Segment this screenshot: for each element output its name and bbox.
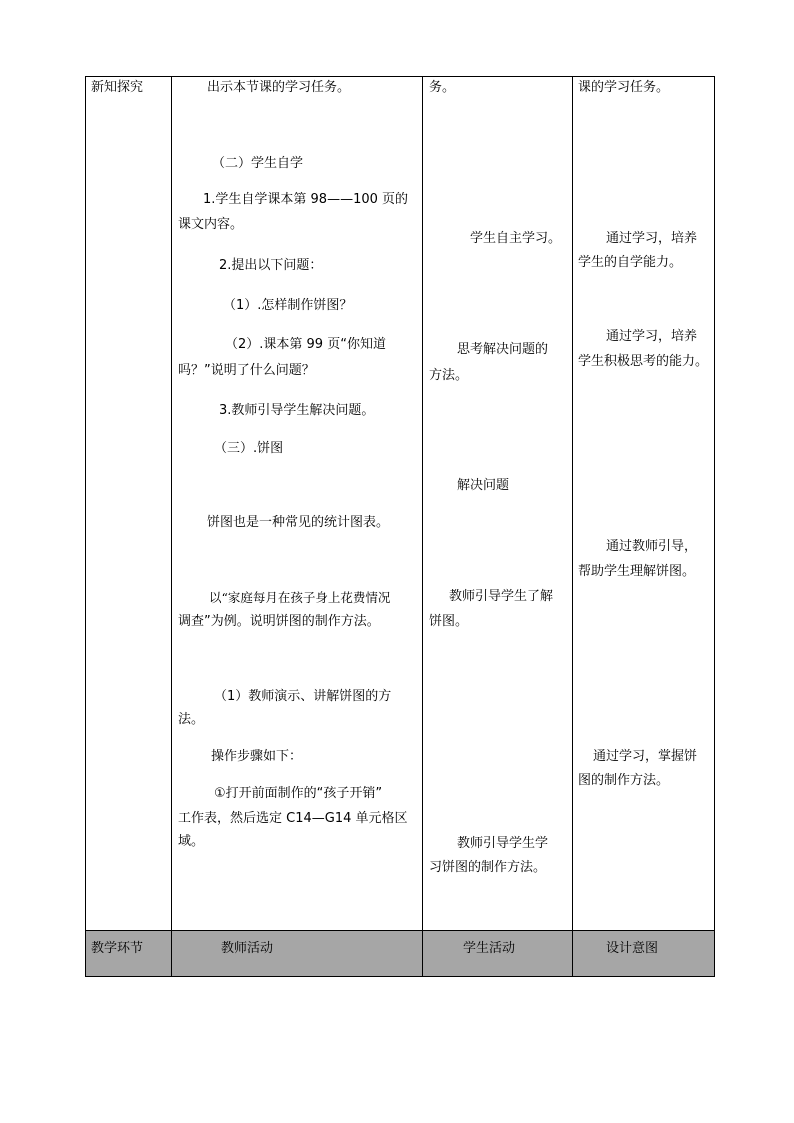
column-divider-3	[572, 76, 573, 977]
design-line-2: 通过学习，培养	[606, 231, 698, 246]
student-line-2: 学生自主学习。	[470, 231, 562, 246]
header-cell-stage: 教学环节	[91, 941, 144, 956]
student-line-1: 务。	[429, 80, 456, 95]
teacher-line-15: 法。	[178, 712, 205, 727]
teacher-line-13: 调查”为例。说明饼图的制作方法。	[178, 614, 380, 629]
teacher-line-5: 2.提出以下问题：	[219, 258, 323, 273]
student-line-5: 解决问题	[457, 478, 510, 493]
design-line-1: 课的学习任务。	[578, 80, 670, 95]
header-cell-teacher: 教师活动	[221, 941, 274, 956]
header-cell-student: 学生活动	[463, 941, 516, 956]
student-line-4: 方法。	[429, 368, 469, 383]
teacher-line-8: 吗？”说明了什么问题？	[178, 363, 315, 378]
column-divider-1	[171, 76, 172, 977]
design-line-9: 图的制作方法。	[578, 773, 670, 788]
row-divider	[85, 930, 715, 931]
teacher-line-14: （1）教师演示、讲解饼图的方	[214, 689, 392, 704]
design-line-8: 通过学习，掌握饼	[593, 749, 698, 764]
teacher-line-6: （1）.怎样制作饼图？	[223, 298, 353, 313]
teacher-line-7: （2）.课本第 99 页“你知道	[225, 337, 386, 352]
teacher-line-16: 操作步骤如下：	[211, 749, 303, 764]
student-line-8: 教师引导学生学	[457, 836, 549, 851]
student-line-3: 思考解决问题的	[457, 342, 549, 357]
design-line-6: 通过教师引导，	[606, 539, 698, 554]
design-line-4: 通过学习，培养	[606, 329, 698, 344]
student-line-6: 教师引导学生了解	[449, 589, 554, 604]
student-line-9: 习饼图的制作方法。	[429, 860, 547, 875]
section-label: 新知探究	[91, 80, 144, 95]
teacher-line-11: 饼图也是一种常见的统计图表。	[207, 515, 390, 530]
teacher-line-1: 出示本节课的学习任务。	[207, 80, 351, 95]
teacher-line-17: ①打开前面制作的“孩子开销”	[214, 786, 383, 801]
student-line-7: 饼图。	[429, 614, 469, 629]
design-line-3: 学生的自学能力。	[578, 255, 683, 270]
column-divider-2	[422, 76, 423, 977]
header-cell-design: 设计意图	[606, 941, 659, 956]
teacher-line-19: 域。	[178, 834, 205, 849]
teacher-line-18: 工作表，然后选定 C14—G14 单元格区	[178, 811, 408, 826]
teacher-line-4: 课文内容。	[178, 217, 244, 232]
teacher-line-9: 3.教师引导学生解决问题。	[219, 403, 375, 418]
teacher-line-2: （二）学生自学	[212, 156, 304, 171]
teacher-line-10: （三）.饼图	[214, 441, 284, 456]
teacher-line-12: 以“家庭每月在孩子身上花费情况	[209, 590, 391, 605]
teacher-line-3: 1.学生自学课本第 98——100 页的	[203, 192, 409, 207]
design-line-5: 学生积极思考的能力。	[578, 354, 709, 369]
design-line-7: 帮助学生理解饼图。	[578, 564, 696, 579]
